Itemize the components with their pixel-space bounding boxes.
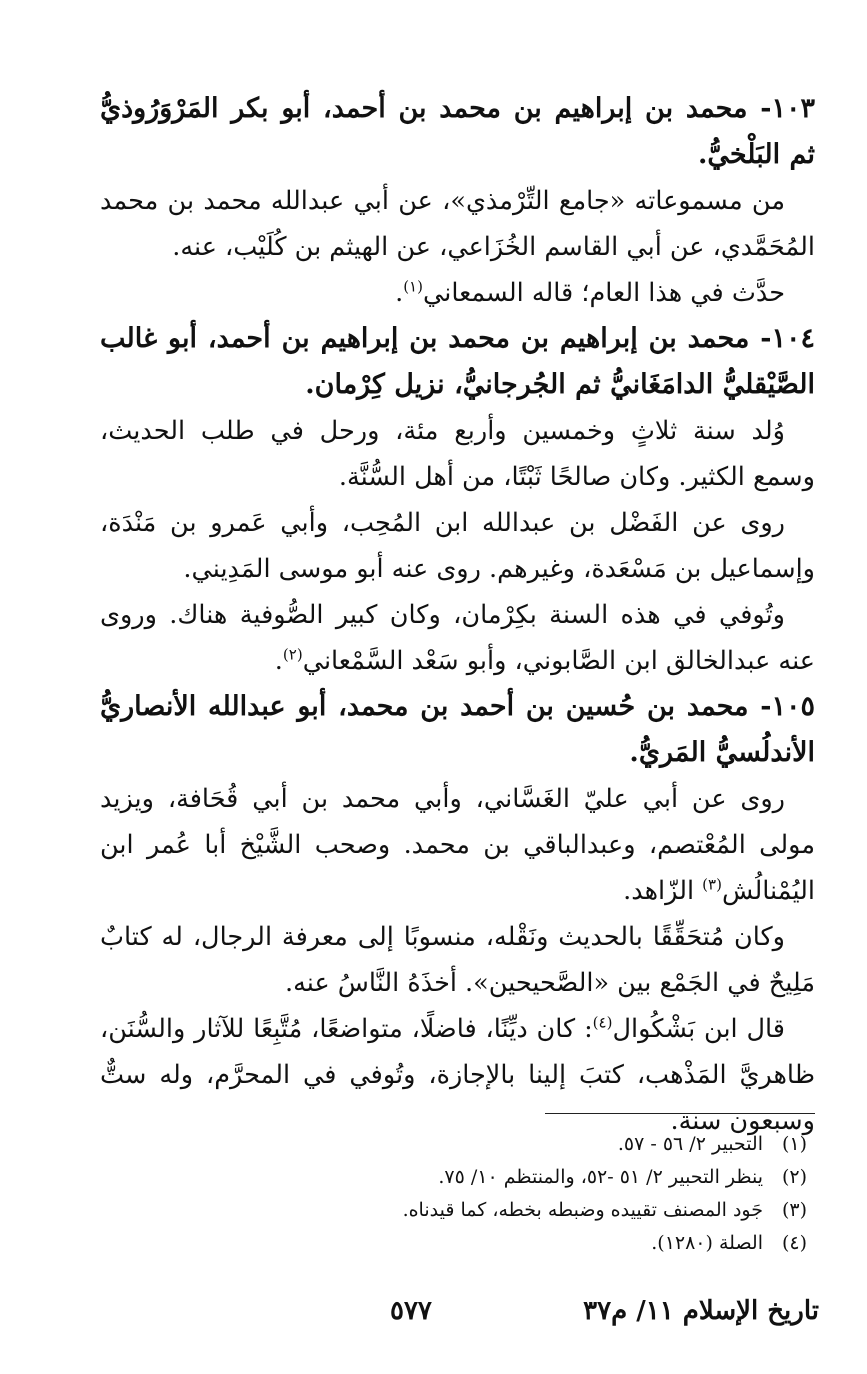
entry-paragraph: من مسموعاته «جامع التِّرْمذي»، عن أبي عبدالله محمد بن محمد المُحَمَّدي، عن أبي القاسم الخُزَاعي، عن الهيثم بن كُلَيْب، عنه.: [100, 186, 815, 262]
paragraph-text: قال ابن بَشْكُوال: [612, 1014, 785, 1044]
page-footer: [40, 1296, 819, 1342]
footnote-ref[interactable]: (٣): [702, 875, 722, 894]
footnote-1: [67, 1128, 807, 1161]
entry-paragraph: وكان مُتحَقِّقًا بالحديث ونَقْله، منسوبًا إلى معرفة الرجال، له كتابٌ مَلِيحٌ في الجَمْع بين «الصَّحيحين». أخذَهُ النَّاسُ عنه.: [100, 922, 815, 998]
entry-heading: ١٠٣- محمد بن إبراهيم بن محمد بن أحمد، أبو بكر المَرْوَرُوذيُّ ثم البَلْخيُّ.: [100, 93, 815, 170]
entry-paragraph: وُلد سنة ثلاثٍ وخمسين وأربع مئة، ورحل في طلب الحديث، وسمع الكثير. وكان صالحًا ثَبْتًا، من أهل السُّنَّة.: [100, 416, 815, 492]
footnote-ref[interactable]: (٤): [592, 1013, 613, 1032]
entry-paragraph: روى عن الفَضْل بن عبدالله ابن المُحِب، وأبي عَمرو بن مَنْدَة، وإسماعيل بن مَسْعَدة، وغيرهم. روى عنه أبو موسى المَدِيني.: [100, 508, 815, 584]
footnote-number: (١): [781, 1133, 807, 1155]
footnote-ref[interactable]: (٢): [282, 645, 303, 664]
entry-heading: ١٠٤- محمد بن إبراهيم بن محمد بن إبراهيم بن أحمد، أبو غالب الصَّيْقليُّ الدامَغَانيُّ ثم الجُرجانيُّ، نزيل كِرْمان.: [100, 323, 815, 400]
footnote-text: التحبير ٢/ ٥٦ - ٥٧.: [617, 1133, 763, 1155]
biography-entry-103: [100, 86, 815, 316]
paragraph-text: روى عن أبي عليّ الغَسَّاني، وأبي محمد بن أبي قُحَافة، ويزيد مولى المُعْتصم، وعبدالباقي بن محمد. وصحب الشَّيْخ أبا عُمر ابن اليُمْنالُش: [100, 784, 815, 906]
paragraph-text: : كان ديِّنًا، فاضلًا، متواضعًا، مُتَّبِعًا للآثار والسُّنَن، ظاهريَّ المَذْهب، كتبَ إلينا بالإجازة، وتُوفي في المحرَّم، وله ستٌّ وسبعون سنة.: [100, 1014, 815, 1136]
biography-entry-104: [100, 316, 815, 684]
biography-entry-105: [100, 684, 815, 1144]
period: .: [274, 646, 283, 676]
entry-heading: ١٠٥- محمد بن حُسين بن أحمد بن محمد، أبو عبدالله الأنصاريُّ الأندلُسيُّ المَريُّ.: [100, 691, 815, 768]
paragraph-text: وتُوفي في هذه السنة بكِرْمان، وكان كبير الصُّوفية هناك. وروى عنه عبدالخالق ابن الصَّابوني، وأبو سَعْد السَّمْعاني: [100, 600, 815, 676]
entry-paragraph: [100, 270, 815, 316]
period: .: [395, 278, 404, 308]
running-title: تاريخ الإسلام ١١/ م٣٧: [583, 1296, 819, 1326]
footnote-text: الصلة (١٢٨٠).: [651, 1232, 763, 1254]
footnote-3: [67, 1194, 807, 1227]
page-number: ٥٧٧: [390, 1296, 432, 1326]
footnote-divider: [545, 1113, 815, 1114]
footnote-4: [67, 1227, 807, 1260]
entry-paragraph: [100, 1006, 815, 1144]
footnotes: [67, 1128, 807, 1260]
entry-paragraph: [100, 776, 815, 914]
footnote-number: (٢): [781, 1166, 807, 1188]
footnote-text: ينظر التحبير ٢/ ٥١ -٥٢، والمنتظم ١٠/ ٧٥.: [438, 1166, 763, 1188]
paragraph-text: الزّاهد.: [623, 876, 695, 906]
footnote-2: [67, 1161, 807, 1194]
entry-paragraph: [100, 592, 815, 684]
footnote-text: جَود المصنف تقييده وضبطه بخطه، كما قيدناه.: [402, 1199, 763, 1221]
paragraph-text: حدَّث في هذا العام؛ قاله السمعاني: [422, 278, 785, 308]
footnote-number: (٣): [781, 1199, 807, 1221]
footnote-number: (٤): [781, 1232, 807, 1254]
footnote-ref[interactable]: (١): [403, 277, 423, 296]
